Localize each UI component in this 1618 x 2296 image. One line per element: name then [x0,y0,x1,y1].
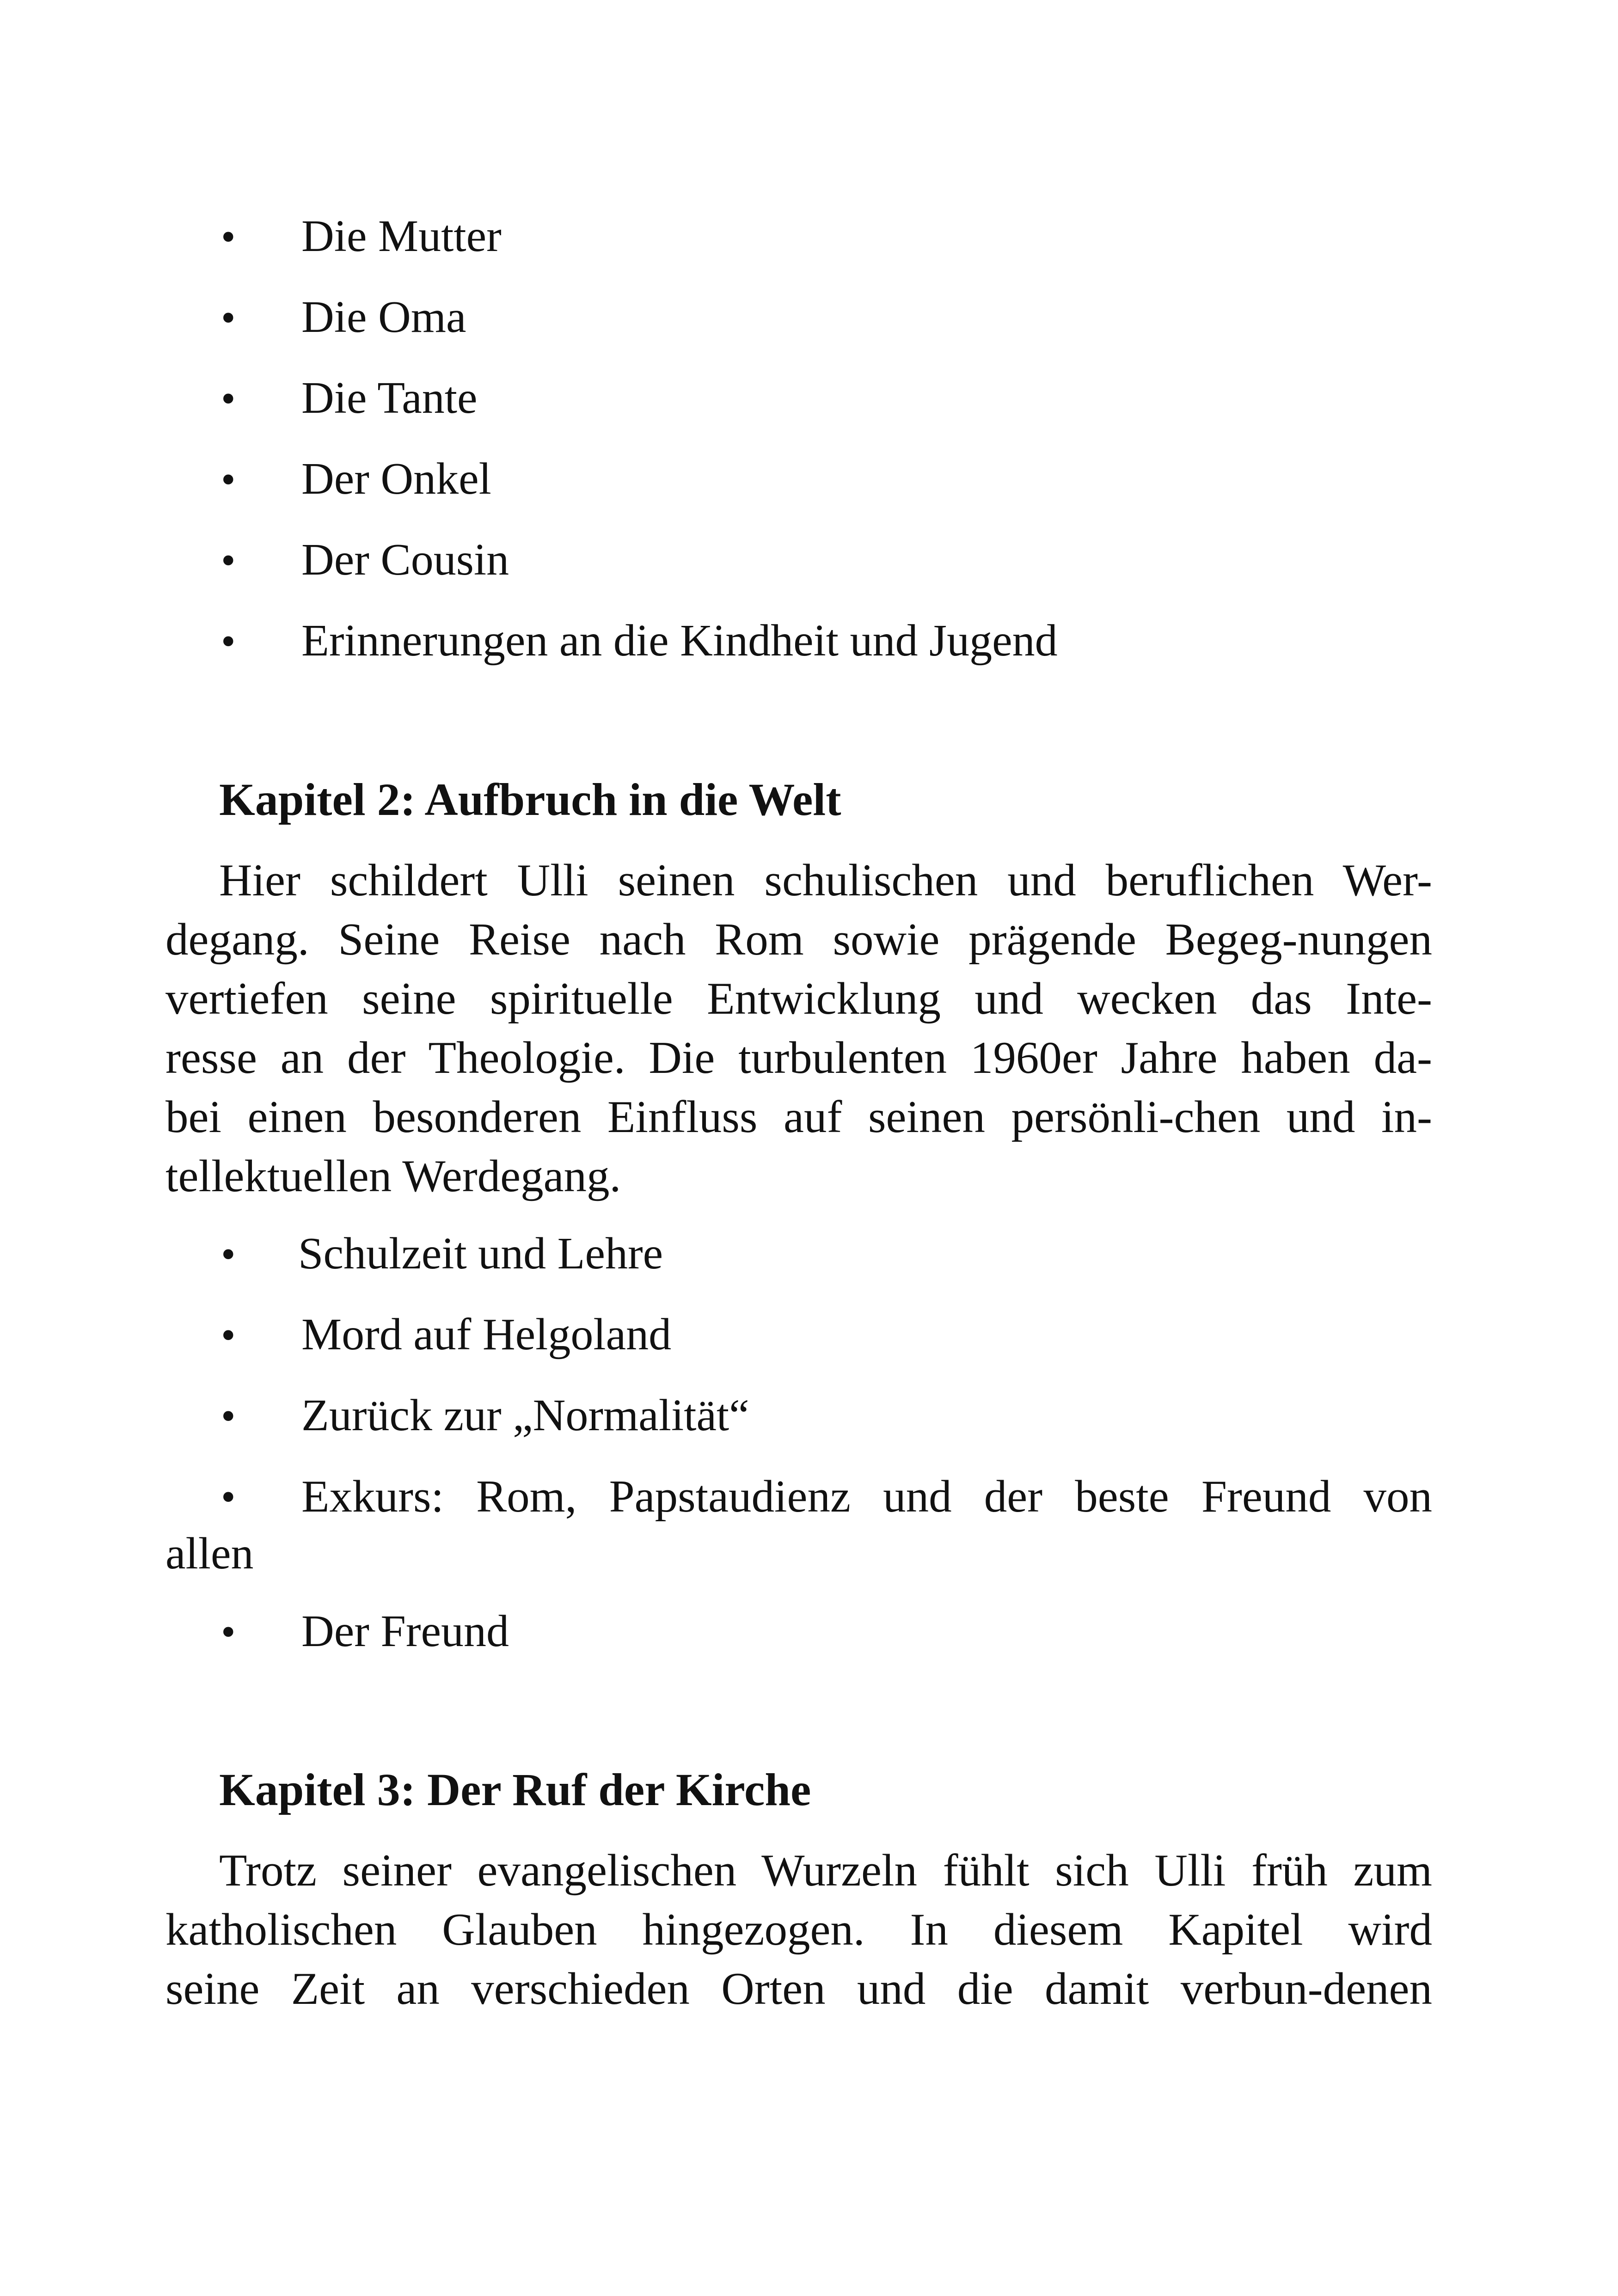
list-item: Die Mutter [301,211,502,261]
list-item: Exkurs: Rom, Papstaudienz und der beste Freund von [301,1471,1432,1522]
list-bullet: • [221,457,236,502]
list-item: Der Cousin [301,535,509,585]
list-item: Schulzeit und Lehre [298,1229,663,1279]
list-item: Der Onkel [301,454,491,504]
paragraph-line: Trotz seiner evangelischen Wurzeln fühlt sich Ulli früh zum [219,1845,1432,1896]
paragraph-line: seine Zeit an verschieden Orten und die damit verbun-denen [165,1964,1432,2014]
paragraph-line: vertiefen seine spirituelle Entwicklung und wecken das Inte- [165,974,1432,1024]
list-bullet: • [221,295,236,341]
list-item: Mord auf Helgoland [301,1310,672,1359]
list-item: Die Oma [301,292,466,342]
paragraph-line: resse an der Theologie. Die turbulenten 1960er Jahre haben da- [165,1033,1432,1083]
chapter-heading: Kapitel 2: Aufbruch in die Welt [219,774,841,825]
list-item-wrap: allen [165,1529,254,1579]
paragraph-line: katholischen Glauben hingezogen. In diesem Kapitel wird [165,1904,1432,1955]
list-item: Die Tante [301,373,478,423]
list-item: Erinnerungen an die Kindheit und Jugend [301,616,1058,666]
list-bullet: • [221,376,236,422]
paragraph-line: tellektuellen Werdegang. [165,1151,621,1201]
chapter-heading: Kapitel 3: Der Ruf der Kirche [219,1764,811,1815]
list-bullet: • [221,214,236,260]
list-bullet: • [221,1312,236,1358]
paragraph-line: degang. Seine Reise nach Rom sowie prägende Begeg-nungen [165,914,1432,965]
paragraph-line: Hier schildert Ulli seinen schulischen und beruflichen Wer- [219,855,1432,906]
paragraph-line: bei einen besonderen Einfluss auf seinen persönli-chen und in- [165,1092,1432,1142]
list-item: Zurück zur „Normalität“ [301,1390,749,1440]
list-item: Der Freund [301,1606,509,1656]
list-bullet: • [221,538,236,583]
list-bullet: • [221,1393,236,1439]
list-bullet: • [221,1609,236,1655]
list-bullet: • [221,1231,236,1277]
list-bullet: • [221,1474,236,1520]
list-bullet: • [221,618,236,664]
